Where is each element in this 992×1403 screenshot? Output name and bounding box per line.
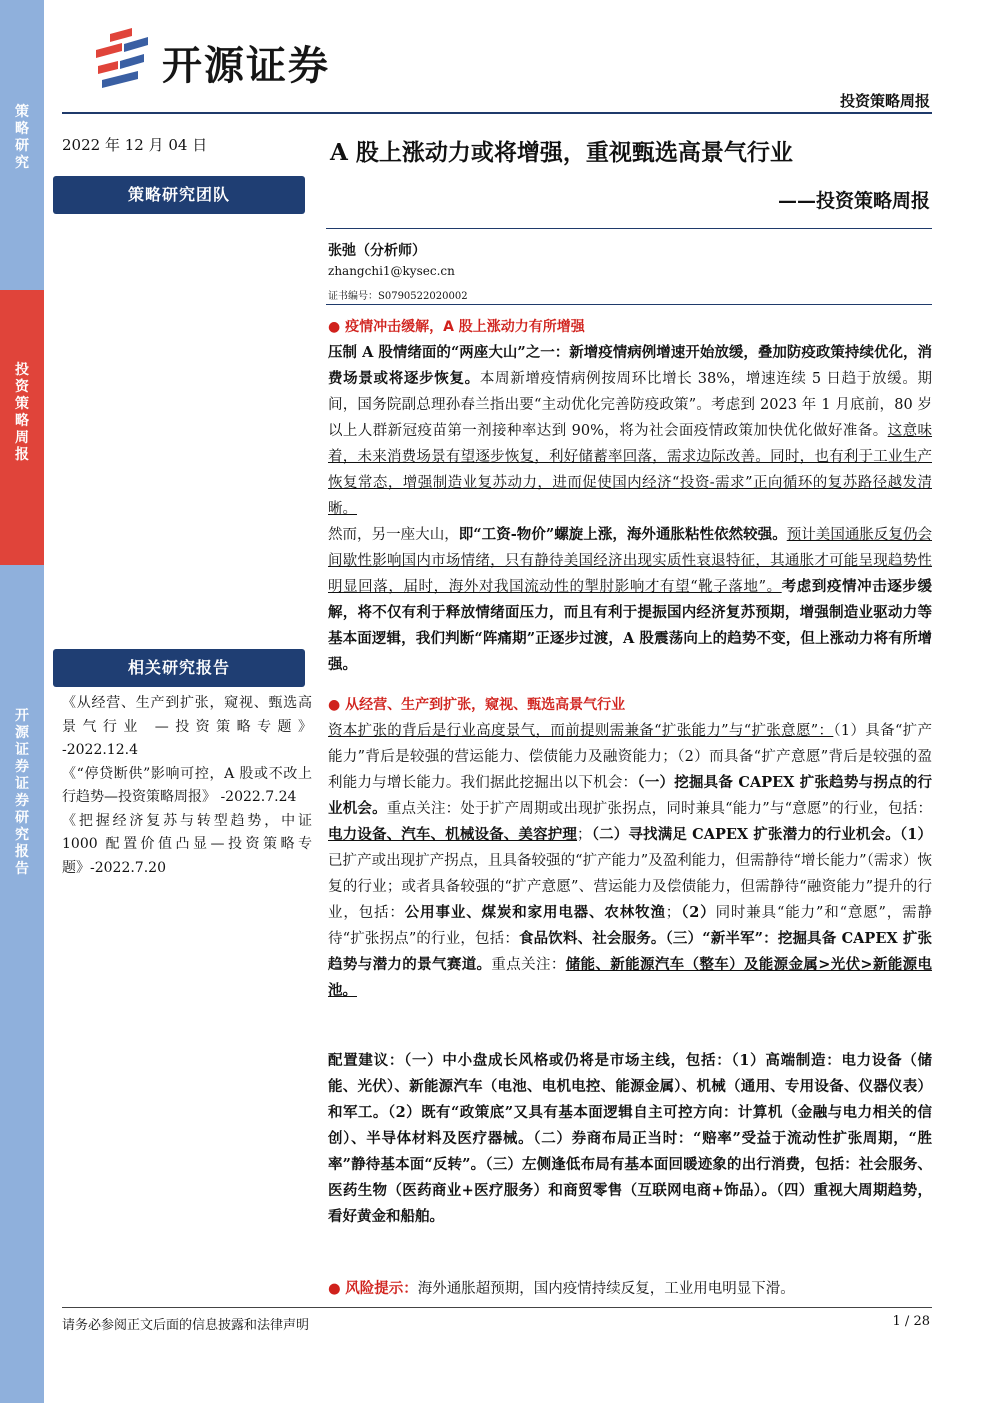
side-label-company: 开源证券 证券研究报告 (15, 708, 29, 877)
logo-mark-icon (88, 26, 158, 92)
related-reports-heading: 相关研究报告 (53, 649, 305, 687)
title-divider (326, 228, 932, 229)
brand-logo (88, 26, 378, 92)
risk-warning (328, 1276, 932, 1302)
side-segment-strategy (0, 0, 44, 290)
related-report-item[interactable]: 《从经营、生产到扩张，窥视、甄选高景气行业 —投资策略专题》 -2022.12.4 (62, 695, 312, 758)
related-reports-list (62, 692, 312, 880)
report-title: A 股上涨动力或将增强，重视甄选高景气行业 (330, 139, 793, 166)
analyst-email[interactable]: zhangchi1@kysec.cn (328, 264, 455, 278)
report-type-label: 投资策略周报 (839, 92, 930, 110)
bullet-icon: ● (328, 1281, 341, 1297)
report-subtitle: ——投资策略周报 (777, 190, 930, 212)
report-date: 2022 年 12 月 04 日 (62, 136, 208, 154)
paragraph: 然而，另一座大山，即“工资-物价”螺旋上涨，海外通胀粘性依然较强。预计美国通胀反复仍会间歇性影响国内市场情绪，只有静待美国经济出现实质性衰退特征，其通胀才可能呈现趋势性明显回落，届时，海外对我国流动性的掣肘影响才有望“靴子落地”。考虑到疫情冲击逐步缓解，将不仅有利于释放情绪面压力，而且有利于提振国内经济复苏预期，增强制造业驱动力等基本面逻辑，我们判断“阵痛期”正逐步过渡，A 股震荡向上的趋势不变，但上涨动力将有所增强。 (328, 526, 933, 673)
side-segment-weekly (0, 290, 44, 565)
analyst-cert-number: 证书编号：S0790522020002 (328, 291, 468, 302)
paragraph: 配置建议：（一）中小盘成长风格或仍将是市场主线，包括：（1）高端制造：电力设备（储能、光伏）、新能源汽车（电池、电机电控、能源金属）、机械（通用、专用设备、仪器仪表）和军工。（2）既有“政策底”又具有基本面逻辑自主可控方向：计算机（金融与电力相关的信创）、半导体材料及医疗器械。（二）券商布局正当时：“赔率”受益于流动性扩张周期，“胜率”静待基本面“反转”。（三）左侧逢低布局有基本面回暖迹象的出行消费，包括：社会服务、医药生物（医药商业+医疗服务）和商贸零售（互联网电商+饰品）。（四）重视大周期趋势，看好黄金和船舶。 (328, 1052, 932, 1225)
logo-text: 开源证券 (162, 43, 330, 89)
side-segment-company (0, 565, 44, 1403)
related-report-item[interactable]: 《“停贷断供”影响可控，A 股或不改上行趋势—投资策略周报》 -2022.7.24 (62, 765, 312, 805)
side-label-strategy: 策略研究 (15, 104, 29, 171)
related-report-item[interactable]: 《把握经济复苏与转型趋势，中证 1000 配置价值凸显—投资策略专题》-2022.7.20 (62, 812, 312, 876)
section-heading: ● 疫情冲击缓解，A 股上涨动力有所增强 (328, 319, 585, 335)
footer-disclaimer: 请务必参阅正文后面的信息披露和法律声明 (62, 1318, 310, 1333)
paragraph: 资本扩张的背后是行业高度景气，而前提则需兼备“扩张能力”与“扩张意愿”：（1）具备“扩产能力”背后是较强的营运能力、偿债能力及融资能力；（2）而具备“扩产意愿”背后是较强的盈利能力与增长能力。我们据此挖掘出以下机会：（一）挖掘具备 CAPEX 扩张趋势与拐点的行业机会。重点关注：处于扩产周期或出现扩张拐点，同时兼具“能力”与“意愿”的行业，包括：电力设备、汽车、机械设备、美容护理；（二）寻找满足 CAPEX 扩张潜力的行业机会。（1）已扩产或出现扩产拐点，且具备较强的“扩产能力”及盈利能力，但需静待“增长能力”（需求）恢复的行业；或者具备较强的“扩产意愿”、营运能力及偿债能力，但需静待“融资能力”提升的行业，包括：公用事业、煤炭和家用电器、农林牧渔；（2）同时兼具“能力”和“意愿”，需静待“扩张拐点”的行业，包括：食品饮料、社会服务。（三）“新半军”：挖掘具备 CAPEX 扩张趋势与潜力的景气赛道。重点关注：储能、新能源汽车（整车）及能源金属>光伏>新能源电池。 (328, 723, 933, 999)
section-heading: ● 从经营、生产到扩张，窥视、甄选高景气行业 (328, 697, 626, 713)
paragraph: ● 风险提示：海外通胀超预期，国内疫情持续反复，工业用电明显下滑。 (328, 1280, 795, 1297)
section-high-prosperity (328, 692, 932, 1004)
section-market-momentum (328, 314, 932, 678)
bullet-icon: ● (328, 697, 341, 713)
header-divider (62, 112, 932, 114)
analyst-name: 张弛（分析师） (328, 243, 426, 259)
section-allocation (328, 1048, 932, 1230)
bullet-icon: ● (328, 319, 341, 335)
page-number: 1 / 28 (892, 1314, 930, 1329)
side-strip (0, 0, 44, 1403)
team-heading: 策略研究团队 (53, 176, 305, 214)
analyst-divider (326, 304, 932, 305)
side-label-weekly: 投资策略周报 (15, 362, 29, 463)
paragraph: 压制 A 股情绪面的“两座大山”之一：新增疫情病例增速开始放缓，叠加防疫政策持续优化，消费场景或将逐步恢复。本周新增疫情病例按周环比增长 38%，增速连续 5 日趋于放缓。期间，国务院副总理孙春兰指出要“主动优化完善防疫政策”。考虑到 2023 年 1 月底前，80 岁以上人群新冠疫苗第一剂接种率达到 90%，将为社会面疫情政策加快优化做好准备。这意味着，未来消费场景有望逐步恢复，利好储蓄率回落，需求边际改善。同时，也有利于工业生产恢复常态，增强制造业复苏动力，进而促使国内经济“投资-需求”正向循环的复苏路径越发清晰。 (328, 344, 933, 517)
footer-divider (62, 1307, 932, 1308)
